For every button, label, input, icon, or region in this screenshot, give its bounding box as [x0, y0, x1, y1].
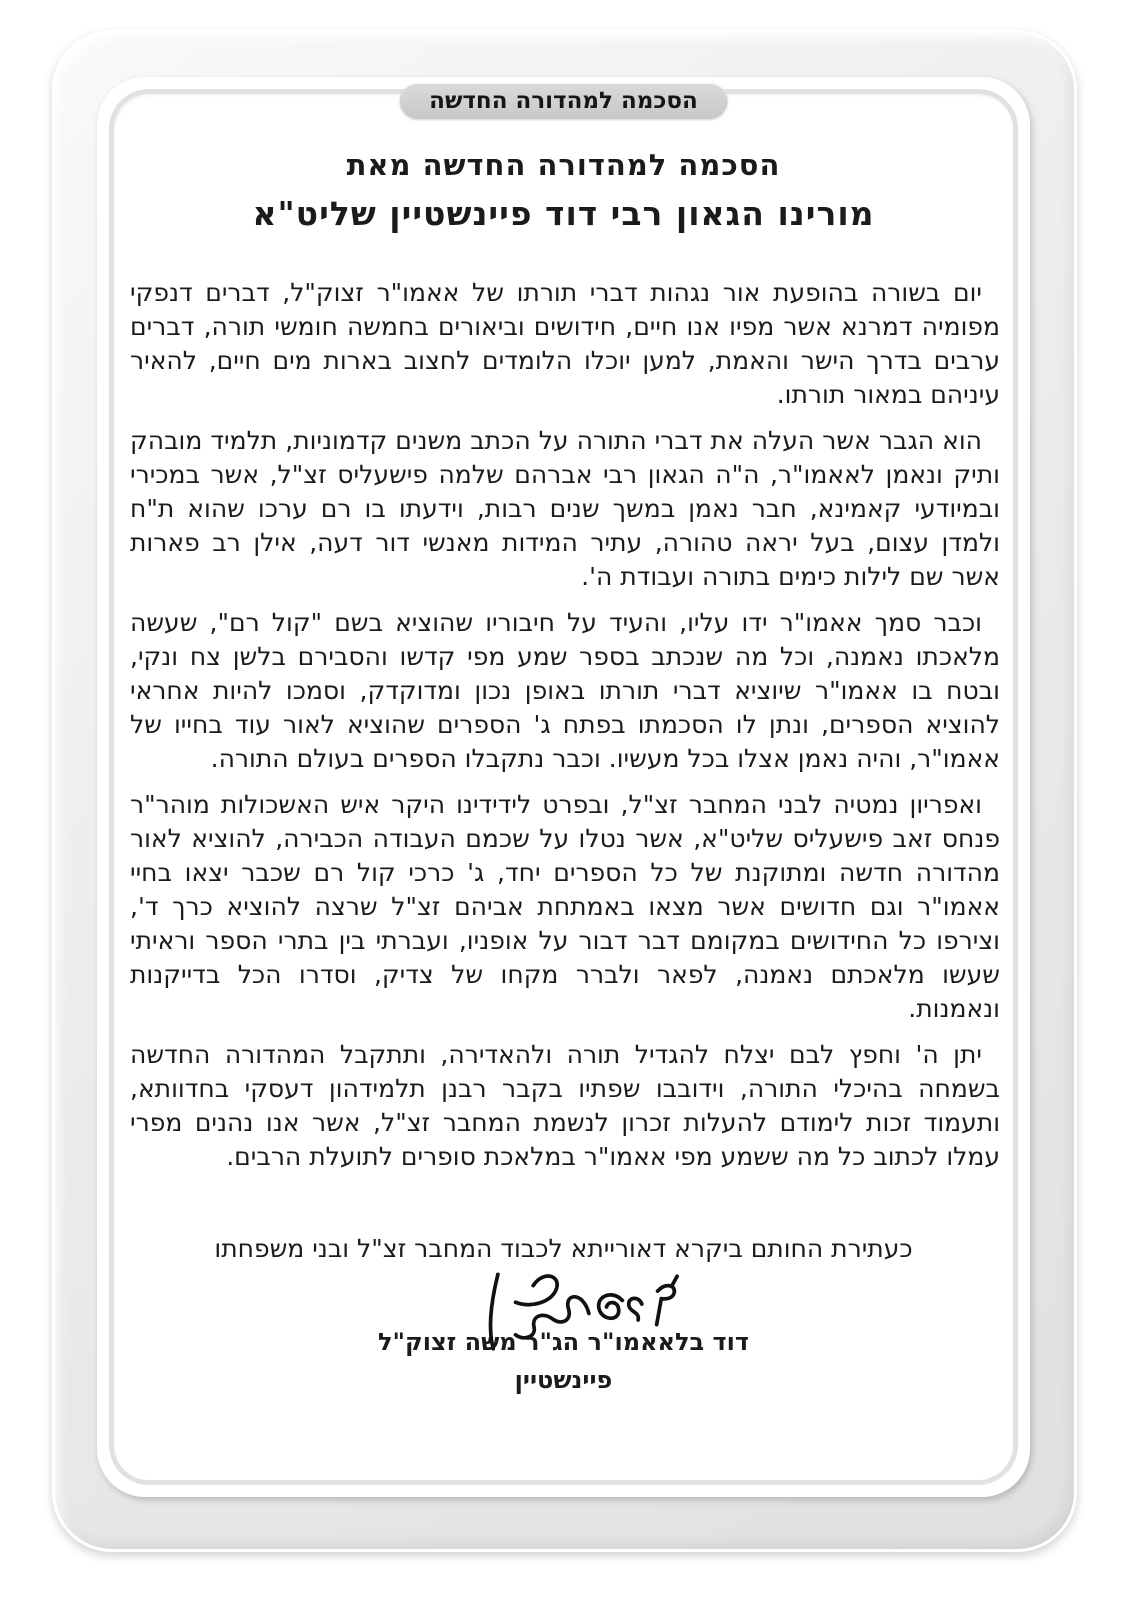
handwritten-signature-icon [423, 1258, 683, 1354]
approbation-paragraph: יתן ה' וחפץ לבם יצלח להגדיל תורה ולהאדירה, ותתקבל המהדורה החדשה בשמחה בהיכלי התורה, וידובבו שפתיו בקבר רבנן תלמידהון דעסקי בחדוותא, ותעמוד זכות לימודם להעלות זכרון לנשמת המחבר זצ"ל, אשר אנו נהנים מפרי עמלו לכתוב כל מה ששמע מפי אאמו"ר במלאכת סופרים לתועלת הרבים. [130, 1040, 1000, 1171]
approbation-paragraph: וכבר סמך אאמו"ר ידו עליו, והעיד על חיבוריו שהוציא בשם "קול רם", שעשה מלאכתו נאמנה, וכל מה שנכתב בספר שמע מפי קדשו והסבירם בלשן צח ונקי, ובטח בו אאמו"ר שיוציא דברי תורתו באופן נכון ומדוקדק, וסמכו להיות אחראי להוציא הספרים, ונתן לו הסכמתו בפתח ג' הספרים שהוציא לאור עוד בחייו של אאמו"ר, והיה נאמן אצלו בכל מעשיו. וכבר נתקבלו הספרים בעולם התורה. [130, 608, 1000, 773]
approbation-paragraph: הוא הגבר אשר העלה את דברי התורה על הכתב משנים קדמוניות, תלמיד מובהק ותיק ונאמן לאאמו"ר, ה"ה הגאון רבי אברהם שלמה פישעליס זצ"ל, אשר במכירי ובמיודעי קאמינא, חבר נאמן במשך שנים רבות, וידעתו בו רם ערכו שהוא ת"ח ולמדן עצום, בעל יראה טהורה, עתיר המידות מאנשי דור דעה, אילן רב פארות אשר שם לילות כימים בתורה ועבודת ה'. [130, 426, 1000, 591]
approbation-paragraph: יום בשורה בהופעת אור נגהות דברי תורתו של אאמו"ר זצוק"ל, דברים דנפקי מפומיה דמרנא אשר מפיו אנו חיים, חידושים וביאורים בחמשה חומשי תורה, דברים ערבים בדרך הישר והאמת, למען יוכלו הלומדים לחצוב בארות מים חיים, להאיר עיניהם במאור תורתו. [130, 278, 1000, 409]
approbation-title-line2: מורינו הגאון רבי דוד פיינשטיין שליט"א [252, 194, 875, 233]
signer-name-line1: דוד בלאאמו"ר הג"ר משה זצוק"ל [378, 1328, 749, 1356]
signer-name-line2: פיינשטיין [514, 1366, 613, 1394]
approbation-body [130, 276, 1000, 1186]
approbation-title-line1: הסכמה למהדורה החדשה מאת [346, 148, 781, 182]
edition-approval-tab: הסכמה למהדורה החדשה [399, 83, 728, 119]
approbation-paragraph: ואפריון נמטיה לבני המחבר זצ"ל, ובפרט לידידינו היקר איש האשכולות מוהר"ר פנחס זאב פישעליס שליט"א, אשר נטלו על שכמם העבודה הכבירה, להוציא לאור מהדורה חדשה ומתוקנת של כל הספרים יחד, ג' כרכי קול רם שכבר יצאו בחיי אאמו"ר וגם חדושים אשר מצאו באמתחת אביהם זצ"ל שרצה להוציא כרך ד', וצירפו כל החידושים במקומם דבר דבור על אופניו, ועברתי בין בתרי הספר וראיתי שעשו מלאכתם נאמנה, לפאר ולברר מקחו של צדיק, וסדרו הכל בדייקנות ונאמנות. [130, 790, 1000, 1023]
closing-line: כעתירת החותם ביקרא דאורייתא לכבוד המחבר זצ"ל ובני משפחתו [214, 1234, 913, 1263]
